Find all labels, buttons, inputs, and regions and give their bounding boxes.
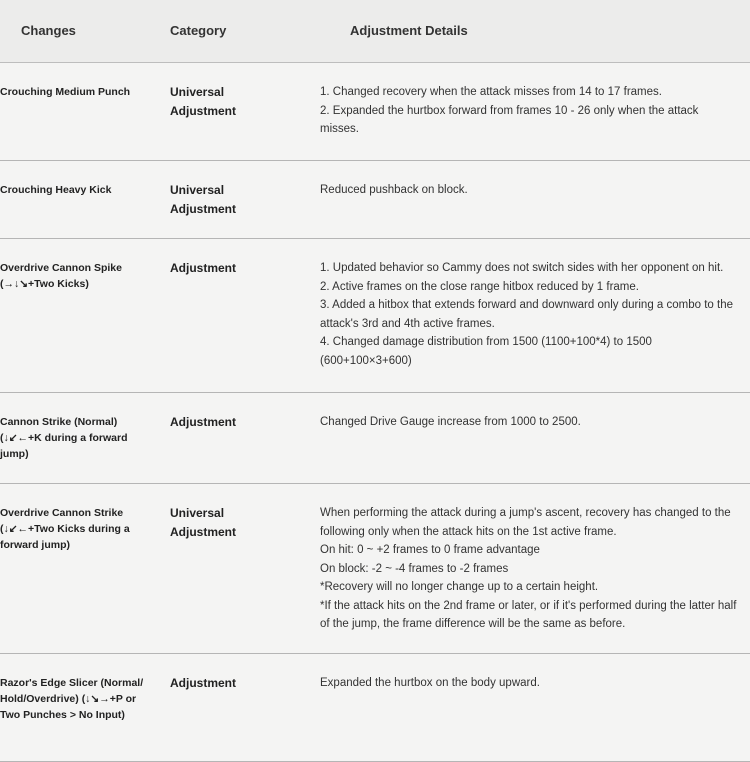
table-row (0, 62, 750, 161)
detail-line: 1. Updated behavior so Cammy does not switch sides with her opponent on hit. (320, 262, 724, 274)
header-category: Category (170, 23, 227, 38)
category: Universal Adjustment (170, 506, 236, 539)
detail-line: When performing the attack during a jump's ascent, recovery has changed to the following only when the attack hits on the 1st active frame. (320, 507, 731, 538)
adjustment-details (320, 181, 740, 200)
header-details: Adjustment Details (350, 23, 468, 38)
detail-line: On hit: 0 ~ +2 frames to 0 frame advantage (320, 544, 540, 556)
table-row (0, 392, 750, 484)
detail-line: *If the attack hits on the 2nd frame or later, or if it's performed during the latter half of the jump, the frame difference will be the same as before. (320, 599, 737, 630)
table-header (0, 0, 750, 63)
detail-line: 1. Changed recovery when the attack misses from 14 to 17 frames. (320, 86, 662, 98)
detail-line: 3. Added a hitbox that extends forward and downward only during a combo to the attack's 3rd and 4th active frames. (320, 299, 733, 330)
move-name: Cannon Strike (Normal) (↓↙←+K during a forward jump) (0, 416, 128, 460)
detail-line: 2. Expanded the hurtbox forward from frames 10 - 26 only when the attack misses. (320, 104, 699, 135)
header-changes: Changes (21, 23, 76, 38)
adjustment-details (320, 674, 740, 693)
table-row (0, 160, 750, 239)
table-row (0, 238, 750, 393)
move-name: Overdrive Cannon Strike (↓↙←+Two Kicks during a forward jump) (0, 507, 130, 551)
category: Adjustment (170, 676, 236, 690)
move-name: Overdrive Cannon Spike (→↓↘+Two Kicks) (0, 262, 122, 290)
detail-line: On block: -2 ~ -4 frames to -2 frames (320, 562, 509, 575)
move-name: Crouching Medium Punch (0, 86, 131, 98)
table-row (0, 483, 750, 654)
detail-line: *Recovery will no longer change up to a certain height. (320, 581, 599, 593)
table-row (0, 653, 750, 762)
adjustment-details (320, 259, 740, 370)
adjustment-details (320, 413, 740, 432)
detail-line: Expanded the hurtbox on the body upward. (320, 677, 540, 689)
category: Adjustment (170, 261, 236, 275)
category: Adjustment (170, 415, 236, 429)
move-name: Crouching Heavy Kick (0, 184, 112, 196)
category: Universal Adjustment (170, 85, 236, 118)
detail-line: Changed Drive Gauge increase from 1000 to 2500. (320, 416, 581, 428)
adjustment-details (320, 83, 740, 139)
detail-line: Reduced pushback on block. (320, 184, 468, 196)
adjustment-details (320, 504, 740, 634)
move-name: Razor's Edge Slicer (Normal/ Hold/Overdrive) (↓↘→+P or Two Punches > No Input) (0, 677, 144, 721)
detail-line: 2. Active frames on the close range hitbox reduced by 1 frame. (320, 280, 639, 293)
category: Universal Adjustment (170, 183, 236, 216)
detail-line: 4. Changed damage distribution from 1500 (1100+100*4) to 1500 (600+100×3+600) (320, 336, 652, 367)
